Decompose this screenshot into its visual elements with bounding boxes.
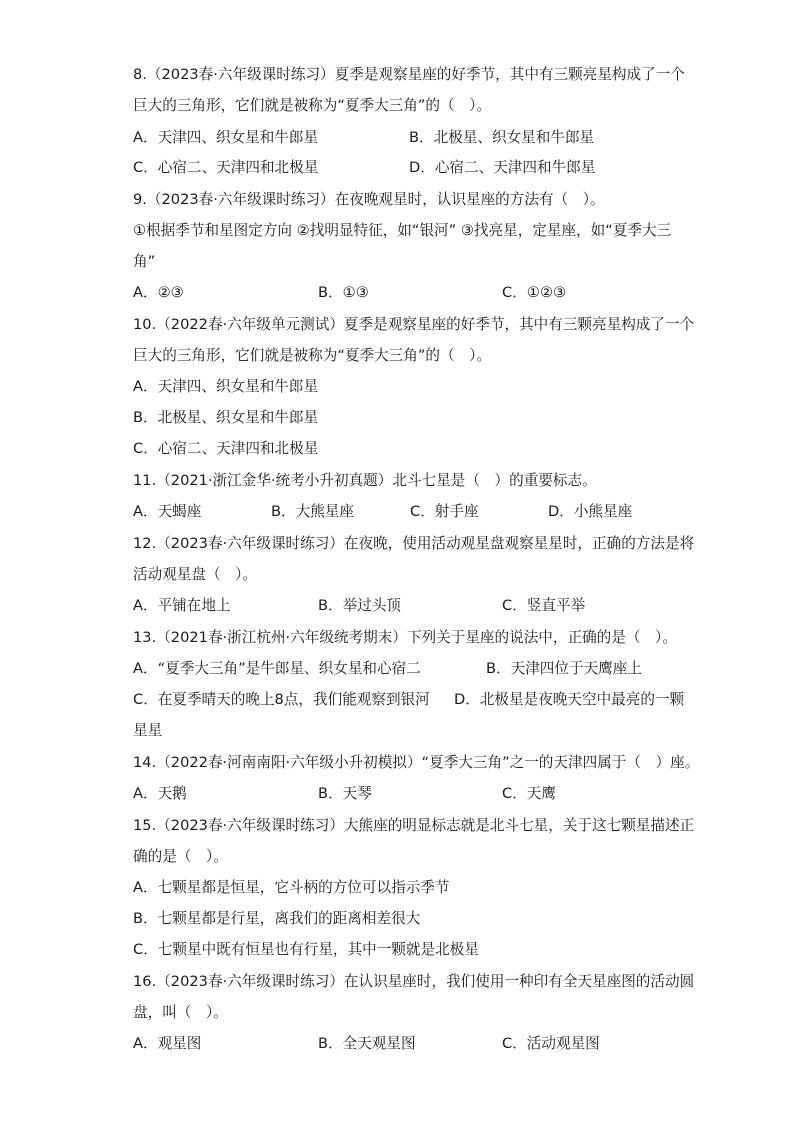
question-13-line-1: 13.（2021春·浙江杭州·六年级统考期末）下列关于星座的说法中，正确的是（ ）。 xyxy=(133,629,677,646)
question-13-option-d: D．北极星是夜晚天空中最亮的一颗 xyxy=(454,691,685,708)
question-10-line-2: 巨大的三角形，它们就是被称为“夏季大三角”的（ ）。 xyxy=(133,347,492,364)
question-15-option-a: A．七颗星都是恒星，它斗柄的方位可以指示季节 xyxy=(133,879,450,896)
question-9-line-1: 9.（2023春·六年级课时练习）在夜晚观星时，认识星座的方法有（ ）。 xyxy=(133,191,605,208)
question-14-option-b: B．天琴 xyxy=(318,785,372,802)
question-15-line-2: 确的是（ ）。 xyxy=(133,848,228,865)
question-16-line-1: 16.（2023春·六年级课时练习）在认识星座时，我们使用一种印有全天星座图的活动圆 xyxy=(133,973,695,990)
question-14-option-a: A．天鹅 xyxy=(133,785,187,802)
question-8-option-a: A．天津四、织女星和牛郎星 xyxy=(133,129,319,146)
question-11-line-1: 11.（2021·浙江金华·统考小升初真题）北斗七星是（ ）的重要标志。 xyxy=(133,472,597,489)
question-8-option-d: D．心宿二、天津四和牛郎星 xyxy=(409,159,596,176)
question-9-option-b: B．①③ xyxy=(318,284,369,301)
question-10-option-b: B．北极星、织女星和牛郎星 xyxy=(133,409,319,426)
question-16-option-a: A．观星图 xyxy=(133,1035,202,1052)
question-15-option-c: C．七颗星中既有恒星也有行星，其中一颗就是北极星 xyxy=(133,941,479,958)
question-14-line-1: 14.（2022春·河南南阳·六年级小升初模拟）“夏季大三角”之一的天津四属于（ ）座。 xyxy=(133,754,700,771)
question-8-option-c: C．心宿二、天津四和北极星 xyxy=(133,159,319,176)
question-13-option-c: C．在夏季晴天的晚上8点，我们能观察到银河 xyxy=(133,691,430,708)
question-12-line-1: 12.（2023春·六年级课时练习）在夜晚，使用活动观星盘观察星星时，正确的方法是将 xyxy=(133,535,695,552)
question-11-option-a: A．天蝎座 xyxy=(133,503,202,520)
question-16-option-b: B．全天观星图 xyxy=(318,1035,416,1052)
question-12-option-b: B．举过头顶 xyxy=(318,597,401,614)
question-14-option-c: C．天鹰 xyxy=(502,785,556,802)
question-15-option-b: B．七颗星都是行星，离我们的距离相差很大 xyxy=(133,910,421,927)
question-13-option-d-continued: 星星 xyxy=(133,722,163,739)
question-9-option-a: A．②③ xyxy=(133,284,184,301)
question-10-option-c: C．心宿二、天津四和北极星 xyxy=(133,440,319,457)
question-9-line-3: 角” xyxy=(133,253,156,270)
question-9-line-2: ①根据季节和星图定方向 ②找明显特征，如“银河” ③找亮星，定星座，如“夏季大三 xyxy=(133,222,672,239)
question-8-option-b: B．北极星、织女星和牛郎星 xyxy=(409,129,595,146)
question-13-option-a: A．“夏季大三角”是牛郎星、织女星和心宿二 xyxy=(133,660,421,677)
question-8-line-2: 巨大的三角形，它们就是被称为“夏季大三角”的（ ）。 xyxy=(133,97,492,114)
question-9-option-c: C．①②③ xyxy=(502,284,567,301)
question-15-line-1: 15.（2023春·六年级课时练习）大熊座的明显标志就是北斗七星，关于这七颗星描述正 xyxy=(133,817,695,834)
question-11-option-b: B．大熊星座 xyxy=(271,503,354,520)
question-13-option-b: B．天津四位于天鹰座上 xyxy=(486,660,642,677)
question-12-line-2: 活动观星盘（ ）。 xyxy=(133,566,258,583)
question-16-option-c: C．活动观星图 xyxy=(502,1035,600,1052)
question-11-option-d: D．小熊星座 xyxy=(548,503,633,520)
question-10-option-a: A．天津四、织女星和牛郎星 xyxy=(133,378,319,395)
question-12-option-c: C．竖直平举 xyxy=(502,597,586,614)
question-10-line-1: 10.（2022春·六年级单元测试）夏季是观察星座的好季节，其中有三颗亮星构成了一个 xyxy=(133,316,695,333)
question-11-option-c: C．射手座 xyxy=(410,503,479,520)
question-8-line-1: 8.（2023春·六年级课时练习）夏季是观察星座的好季节，其中有三颗亮星构成了一个 xyxy=(133,66,685,83)
question-16-line-2: 盘，叫（ ）。 xyxy=(133,1004,228,1021)
question-12-option-a: A．平铺在地上 xyxy=(133,597,231,614)
